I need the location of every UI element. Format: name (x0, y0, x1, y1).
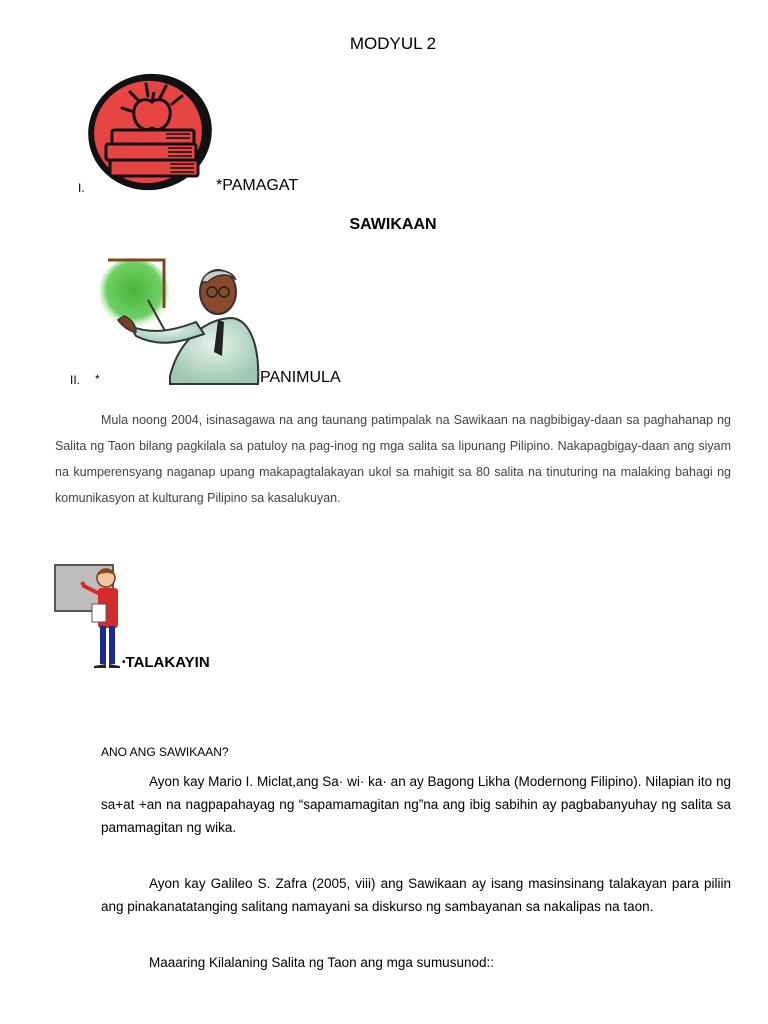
section-talakayin-label (122, 654, 210, 671)
talakayin-text: TALAKAYIN (125, 654, 210, 671)
question-heading: ANO ANG SAWIKAAN? (101, 745, 229, 759)
teacher-pointing-board-clipart (100, 256, 262, 386)
books-apple-clipart (86, 72, 218, 196)
intro-paragraph: Mula noong 2004, isinasagawa na ang taunang patimpalak na Sawikaan na nagbibigay-daan sa paghahanap ng Salita ng Taon bilang pagkilala sa patuloy na pag-inog ng mga salita sa lipunang Pilipino. Nakapagbigay-daan ang siyam na kumperensyang naganap upang makapagtalakayan ukol sa mahigit sa 80 salita na tinuturing na malaking bahagi ng komunikasyon at kulturang Pilipino sa kasalukuyan. (55, 413, 731, 505)
section-two-star: * (95, 372, 100, 386)
section-panimula-label: PANIMULA (260, 369, 341, 386)
section-one-number: I. (78, 181, 85, 195)
paragraph-zafra: Ayon kay Galileo S. Zafra (2005, viii) ang Sawikaan ay isang masinsinang talakayan para piliin ang pinakanatatanging salitang namayani sa diskurso ng sambayanan sa nakalipas na taon. (101, 876, 731, 914)
section-pamagat-label: *PAMAGAT (216, 177, 299, 194)
paragraph-miclat: Ayon kay Mario I. Miclat,ang Sa· wi· ka· an ay Bagong Likha (Modernong Filipino). Nilapian ito ng sa+at +an na nagpapahayag ng “sapamamagitan ng”na ang ibig sabihin ay pagbabanyuhay ng salita sa pamamagitan ng wika. (101, 774, 731, 835)
bullet: • (122, 657, 126, 668)
paragraph-list-intro: Maaaring Kilalaning Salita ng Taon ang mga sumusunod:: (149, 955, 494, 970)
section-two-number: II. (70, 373, 81, 387)
module-title: MODYUL 2 (349, 34, 437, 53)
topic-heading: SAWIKAAN (349, 216, 437, 233)
girl-at-board-clipart (54, 564, 126, 672)
